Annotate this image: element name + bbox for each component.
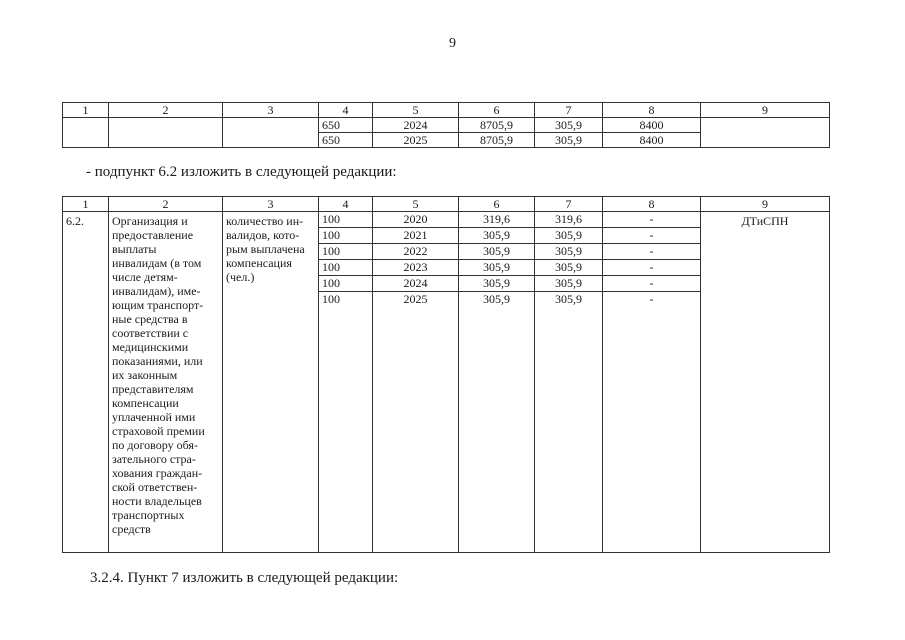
text-line: числе детям- bbox=[112, 270, 178, 284]
col-header: 1 bbox=[63, 197, 109, 212]
col-header: 2 bbox=[109, 197, 223, 212]
col7-cell: 305,9 bbox=[535, 228, 602, 244]
text-line: инвалидам (в том bbox=[112, 256, 202, 270]
year-cell: 2025 bbox=[403, 292, 428, 306]
table-header-row bbox=[63, 103, 830, 118]
year-cell: 2020 bbox=[373, 212, 458, 228]
col-header: 6 bbox=[459, 197, 535, 212]
col7-column bbox=[535, 212, 603, 553]
total-cell: 305,9 bbox=[483, 292, 510, 306]
activity-name-cell bbox=[109, 212, 223, 553]
col7-cell: 305,9 bbox=[535, 276, 602, 292]
text-line: средств bbox=[112, 522, 151, 536]
text-line: зательного стра- bbox=[112, 452, 196, 466]
text-line: ные средства в bbox=[112, 312, 188, 326]
year-cell: 2024 bbox=[373, 118, 459, 133]
col7-cell: 319,6 bbox=[535, 212, 602, 228]
text-line: транспортных bbox=[112, 508, 185, 522]
text-line: соответствии с bbox=[112, 326, 189, 340]
empty-cell bbox=[223, 118, 319, 148]
item-number-cell: 6.2. bbox=[63, 212, 109, 553]
text-line: (чел.) bbox=[226, 270, 255, 284]
col-header: 3 bbox=[223, 103, 319, 118]
text-line: количество ин- bbox=[226, 214, 304, 228]
col8-cell: 8400 bbox=[603, 133, 701, 148]
text-line: ской ответствен- bbox=[112, 480, 198, 494]
text-line: страховой премии bbox=[112, 424, 205, 438]
year-cell: 2021 bbox=[373, 228, 458, 244]
value-cell: 100 bbox=[322, 292, 340, 306]
empty-cell bbox=[109, 118, 223, 148]
paragraph-subitem: - подпункт 6.2 изложить в следующей редакции: bbox=[86, 164, 397, 180]
total-cell: 305,9 bbox=[459, 276, 534, 292]
table-continuation bbox=[62, 102, 830, 148]
total-cell: 8705,9 bbox=[459, 118, 535, 133]
years-column bbox=[373, 212, 459, 553]
text-line: уплаченной ими bbox=[112, 410, 196, 424]
col-header: 6 bbox=[459, 103, 535, 118]
total-column bbox=[459, 212, 535, 553]
col-header: 3 bbox=[223, 197, 319, 212]
col-header: 9 bbox=[701, 197, 830, 212]
col-header: 7 bbox=[535, 197, 603, 212]
value-cell: 100 bbox=[319, 228, 372, 244]
col-header: 8 bbox=[603, 103, 701, 118]
table-header-row bbox=[63, 197, 830, 212]
text-line: выплаты bbox=[112, 242, 157, 256]
text-line: представителям bbox=[112, 382, 194, 396]
table-row bbox=[63, 212, 830, 553]
col8-cell: - bbox=[649, 292, 654, 306]
text-line: компенсации bbox=[112, 396, 179, 410]
col8-column bbox=[603, 212, 701, 553]
value-cell: 650 bbox=[319, 118, 373, 133]
text-line: Организация и bbox=[112, 214, 188, 228]
col-header: 8 bbox=[603, 197, 701, 212]
col8-cell: - bbox=[603, 276, 700, 292]
table-row bbox=[63, 118, 830, 133]
year-cell: 2024 bbox=[373, 276, 458, 292]
text-line: инвалидам), име- bbox=[112, 284, 201, 298]
text-line: хования граждан- bbox=[112, 466, 203, 480]
col7-cell: 305,9 bbox=[535, 133, 603, 148]
col8-cell: - bbox=[603, 260, 700, 276]
text-line: валидов, кото- bbox=[226, 228, 300, 242]
value-cell: 100 bbox=[319, 276, 372, 292]
text-line: их законным bbox=[112, 368, 178, 382]
text-line: рым выплачена bbox=[226, 242, 305, 256]
year-cell: 2022 bbox=[373, 244, 458, 260]
col-header: 5 bbox=[373, 103, 459, 118]
col-header: 4 bbox=[319, 103, 373, 118]
table-subitem-6-2 bbox=[62, 196, 830, 553]
col-header: 2 bbox=[109, 103, 223, 118]
col8-cell: - bbox=[603, 244, 700, 260]
text-line: по договору обя- bbox=[112, 438, 198, 452]
empty-cell bbox=[701, 118, 830, 148]
text-line: показаниями, или bbox=[112, 354, 203, 368]
page-number: 9 bbox=[449, 36, 456, 51]
text-line: ющим транспорт- bbox=[112, 298, 204, 312]
text-line: предоставление bbox=[112, 228, 194, 242]
indicator-cell bbox=[223, 212, 319, 553]
col-header: 7 bbox=[535, 103, 603, 118]
col7-cell: 305,9 bbox=[535, 244, 602, 260]
col7-cell: 305,9 bbox=[535, 118, 603, 133]
col8-cell: - bbox=[603, 212, 700, 228]
col-header: 4 bbox=[319, 197, 373, 212]
values-column bbox=[319, 212, 373, 553]
col-header: 1 bbox=[63, 103, 109, 118]
value-cell: 100 bbox=[319, 212, 372, 228]
value-cell: 100 bbox=[319, 244, 372, 260]
empty-cell bbox=[63, 118, 109, 148]
total-cell: 305,9 bbox=[459, 244, 534, 260]
col-header: 9 bbox=[701, 103, 830, 118]
col8-cell: - bbox=[603, 228, 700, 244]
year-cell: 2023 bbox=[373, 260, 458, 276]
text-line: компенсация bbox=[226, 256, 292, 270]
col7-cell: 305,9 bbox=[555, 292, 582, 306]
col8-cell: 8400 bbox=[603, 118, 701, 133]
value-cell: 650 bbox=[319, 133, 373, 148]
total-cell: 8705,9 bbox=[459, 133, 535, 148]
total-cell: 305,9 bbox=[459, 260, 534, 276]
total-cell: 319,6 bbox=[459, 212, 534, 228]
col-header: 5 bbox=[373, 197, 459, 212]
value-cell: 100 bbox=[319, 260, 372, 276]
col7-cell: 305,9 bbox=[535, 260, 602, 276]
executor-cell: ДТиСПН bbox=[701, 212, 830, 553]
text-line: ности владельцев bbox=[112, 494, 202, 508]
year-cell: 2025 bbox=[373, 133, 459, 148]
total-cell: 305,9 bbox=[459, 228, 534, 244]
text-line: медицинскими bbox=[112, 340, 189, 354]
paragraph-item-7: 3.2.4. Пункт 7 изложить в следующей редакции: bbox=[90, 570, 399, 586]
